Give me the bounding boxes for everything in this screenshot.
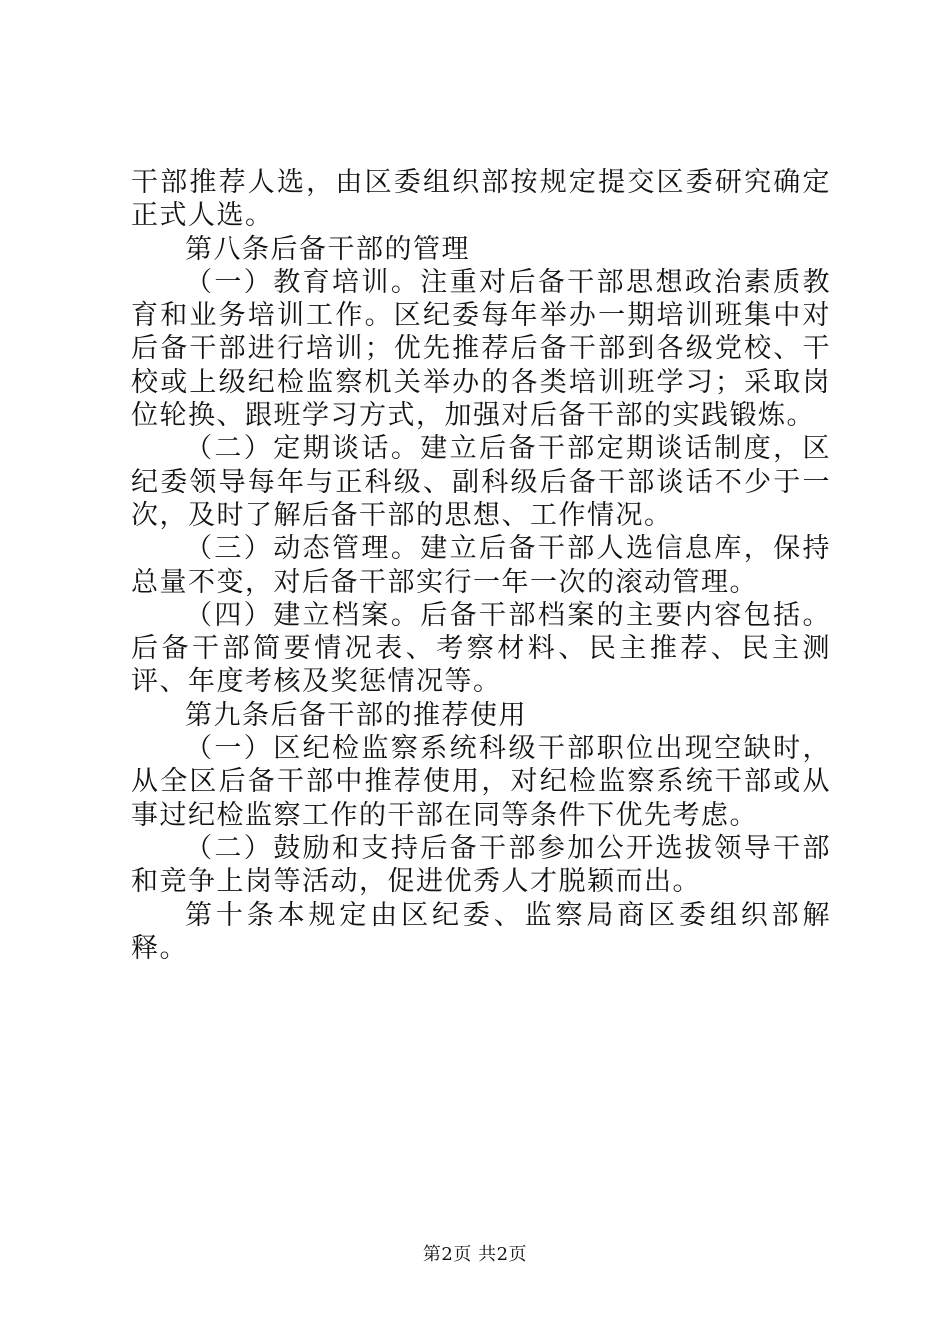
article-10: 第十条本规定由区纪委、监察局商区委组织部解释。	[131, 899, 831, 964]
article-8-item-2: （二）定期谈话。建立后备干部定期谈话制度，区纪委领导每年与正科级、副科级后备干部谈话不少于一次，及时了解后备干部的思想、工作情况。	[131, 433, 831, 531]
article-8-item-4: （四）建立档案。后备干部档案的主要内容包括。后备干部简要情况表、考察材料、民主推荐、民主测评、年度考核及奖惩情况等。	[131, 599, 831, 698]
article-8-heading: 第八条后备干部的管理	[185, 233, 470, 265]
article-9-item-1: （一）区纪检监察系统科级干部职位出现空缺时，从全区后备干部中推荐使用，对纪检监察系统干部或从事过纪检监察工作的干部在同等条件下优先考虑。	[131, 733, 831, 831]
paragraph-continuation: 干部推荐人选，由区委组织部按规定提交区委研究确定正式人选。	[131, 167, 831, 232]
page-number-footer: 第2页 共2页	[422, 1244, 528, 1265]
article-8-item-1: （一）教育培训。注重对后备干部思想政治素质教育和业务培训工作。区纪委每年举办一期培训班集中对后备干部进行培训；优先推荐后备干部到各级党校、干校或上级纪检监察机关举办的各类培训班学习；采取岗位轮换、跟班学习方式，加强对后备干部的实践锻炼。	[131, 266, 831, 432]
article-9-item-2: （二）鼓励和支持后备干部参加公开选拔领导干部和竞争上岗等活动，促进优秀人才脱颖而出。	[131, 832, 831, 898]
article-8-item-3: （三）动态管理。建立后备干部人选信息库，保持总量不变，对后备干部实行一年一次的滚动管理。	[131, 533, 831, 598]
document-body	[131, 166, 831, 965]
article-9-heading: 第九条后备干部的推荐使用	[185, 699, 527, 731]
